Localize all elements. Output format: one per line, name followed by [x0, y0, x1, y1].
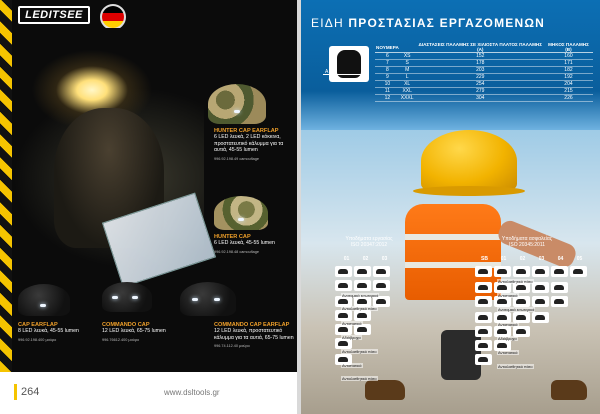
- header-band: [301, 0, 600, 130]
- product-hunter-cap-earflap: [214, 128, 296, 162]
- shoe-icon: [475, 296, 492, 307]
- table-cell: 160: [544, 53, 593, 60]
- shoe-icon: [354, 310, 371, 321]
- col-label: 01: [500, 256, 507, 262]
- shoe-feature-label: Αντιολισθητικό πάτο: [342, 349, 377, 354]
- product-code: 996.92.198.49 camouflage: [214, 156, 259, 161]
- hunter-cap-earflap-image: [208, 84, 266, 124]
- product-commando-cap-earflap: [214, 322, 296, 350]
- shoe-feature-label: Αδιάβροχα: [498, 336, 517, 341]
- product-code: 996.76612.400 μαύρο: [102, 337, 140, 342]
- width-arrow-label: A: [325, 69, 329, 75]
- shoe-icon: [532, 296, 549, 307]
- shoe-icon: [475, 266, 492, 277]
- table-cell: 192: [544, 74, 593, 81]
- shoe-feature-label: Ανατομικά εσωτερικά: [498, 307, 535, 312]
- table-cell: 304: [417, 95, 544, 102]
- germany-flag-icon: [100, 4, 126, 30]
- shoe-icon-row: [475, 296, 568, 307]
- table-row: [375, 81, 593, 88]
- table-cell: 171: [544, 60, 593, 67]
- shoe-icon-row: [335, 266, 390, 277]
- table-cell: 6: [375, 53, 400, 60]
- safety-shoe-columns: [475, 256, 589, 262]
- shoe-feature-label: Αδιάβροχα: [342, 335, 361, 340]
- shoe-icon-row: [475, 266, 587, 277]
- product-cap-earflap: [18, 322, 98, 343]
- product-title: COMMANDO CAP EARFLAP: [214, 322, 290, 328]
- product-desc: 12 LED λευκά, 65-75 lumen: [102, 328, 166, 335]
- shoe-icon: [354, 266, 371, 277]
- shoe-feature-label: Ανατομικά εσωτερικά: [342, 293, 379, 298]
- standard-line1: Υποδήματα ασφαλείας: [501, 236, 553, 242]
- shoe-icon: [335, 280, 352, 291]
- shoe-icon: [335, 310, 352, 321]
- product-commando-cap: [102, 322, 180, 343]
- table-cell: 215: [544, 88, 593, 95]
- shoe-feature-label: Αντιστατικά: [342, 321, 362, 326]
- col-label: 04: [557, 256, 564, 262]
- product-code: 996.92.198.48 camouflage: [214, 249, 259, 254]
- shoe-icon: [513, 266, 530, 277]
- table-row: [375, 88, 593, 95]
- col-label: SB: [481, 256, 488, 262]
- page-number: 264: [14, 384, 54, 400]
- worker-photo: [14, 28, 204, 268]
- table-cell: 8: [375, 67, 400, 74]
- shoe-icon: [475, 312, 492, 323]
- product-desc: 6 LED λευκά, 2 LED κόκκινα, προστατευτικό κάλυμμα για τα αυτιά, 45-55 lumen: [214, 134, 284, 154]
- shoe-icon-row: [335, 310, 371, 321]
- shoe-feature-label: Αντιολισθητικό πάτο: [342, 306, 377, 311]
- commando-cap-image: [102, 282, 152, 312]
- commando-cap-earflap-image: [180, 282, 236, 316]
- col-header: [400, 42, 415, 53]
- hard-hat-image: [421, 130, 517, 192]
- table-cell: XL: [400, 81, 415, 88]
- title-light: ΕΙΔΗ: [311, 16, 344, 30]
- table-cell: 182: [544, 67, 593, 74]
- shoe-feature-label: Αντιολισθητικό πάτο: [498, 279, 533, 284]
- col-label: 05: [576, 256, 583, 262]
- table-cell: S: [400, 60, 415, 67]
- standard-line1: Υποδήματα εργασίας: [345, 236, 393, 242]
- col-label: 02: [362, 256, 369, 262]
- shoe-icon: [475, 282, 492, 293]
- table-cell: 7: [375, 60, 400, 67]
- shoe-icon: [335, 266, 352, 277]
- table-cell: 254: [417, 81, 544, 88]
- glove-size-table: [375, 42, 593, 102]
- product-title: HUNTER CAP: [214, 234, 251, 240]
- shoe-icon: [475, 326, 492, 337]
- shoe-icon: [532, 282, 549, 293]
- table-cell: 10: [375, 81, 400, 88]
- col-label: 03: [381, 256, 388, 262]
- cap-earflap-image: [18, 284, 70, 316]
- product-hunter-cap: [214, 234, 296, 255]
- shoe-feature-label: Αντιστατικά: [342, 363, 362, 368]
- shoe-icon-row: [475, 354, 492, 365]
- col-header: ΜΗΚΟΣ ΠΑΛΑΜΗΣ (B): [544, 42, 593, 53]
- shoe-feature-label: Αντιστατικά: [498, 322, 518, 327]
- table-cell: 204: [544, 81, 593, 88]
- table-cell: XXXL: [400, 95, 414, 101]
- shoe-icon: [551, 282, 568, 293]
- shoe-icon: [551, 266, 568, 277]
- standard-line2: ISO 20345:2011: [508, 242, 546, 248]
- title-bold: ΠΡΟΣΤΑΣΙΑΣ ΕΡΓΑΖΟΜΕΝΩΝ: [348, 16, 546, 30]
- col-header: ΝΟΥΜΕΡΑ: [375, 42, 400, 53]
- product-title: CAP EARFLAP: [18, 322, 58, 328]
- table-cell: M: [400, 67, 415, 74]
- product-desc: 6 LED λευκά, 45-55 lumen: [214, 240, 275, 247]
- col-header: ΔΙΑΣΤΑΣΕΙΣ ΠΑΛΑΜΗΣ ΣΕ ΧΙΛΙΟΣΤΑ ΠΛΑΤΟΣ ΠΑΛΑΜΗΣ (A): [418, 42, 542, 52]
- width-arrow: [323, 74, 369, 75]
- table-cell: 152: [417, 53, 544, 60]
- page-title: [311, 16, 545, 30]
- standard-work-shoes: [329, 236, 409, 248]
- right-page: [301, 0, 600, 414]
- hard-hat-brim: [413, 186, 525, 196]
- table-cell: 12: [375, 95, 400, 102]
- table-cell: 226: [544, 95, 593, 102]
- product-title: COMMANDO CAP: [102, 322, 150, 328]
- standard-safety-shoes: [471, 236, 583, 248]
- table-row: [375, 60, 593, 67]
- shoe-icon: [475, 340, 492, 351]
- table-cell: 203: [417, 67, 544, 74]
- shoe-feature-label: Αντιολισθητικό πάτο: [342, 376, 377, 381]
- shoe-feature-label: Αντιστατικά: [498, 293, 518, 298]
- hunter-cap-image: [214, 196, 268, 230]
- product-code: 996.74.112.40 μαύρο: [214, 344, 250, 349]
- shoe-icon-row: [335, 280, 390, 291]
- shoe-icon: [532, 266, 549, 277]
- shoe-icon: [551, 296, 568, 307]
- brand-logo: LEDITSEE: [18, 6, 90, 24]
- table-cell: 11: [375, 88, 400, 95]
- table-row: [375, 74, 593, 81]
- product-desc: 8 LED λευκά, 45-55 lumen: [18, 328, 79, 335]
- product-desc: 12 LED λευκά, προστατευτικό κάλυμμα για τα αυτιά, 65-75 lumen: [214, 328, 294, 341]
- left-page: [0, 0, 297, 414]
- product-code: 996.92.198.400 μαύρο: [18, 337, 57, 342]
- shoe-icon: [373, 266, 390, 277]
- table-cell: 9: [375, 74, 400, 81]
- col-label: 02: [519, 256, 526, 262]
- work-shoe-columns: [337, 256, 394, 262]
- shoe-icon: [475, 354, 492, 365]
- hazard-stripe: [0, 0, 12, 372]
- product-title: HUNTER CAP EARFLAP: [214, 128, 279, 134]
- table-row: [375, 67, 593, 74]
- table-cell: 229: [417, 74, 544, 81]
- shoe-icon: [570, 266, 587, 277]
- shoe-feature-label: Αντιολισθητικό πάτο: [498, 364, 533, 369]
- shoe-icon: [532, 312, 549, 323]
- table-cell: 178: [417, 60, 544, 67]
- shoe-icon: [354, 280, 371, 291]
- table-cell: XXL: [400, 88, 415, 95]
- table-row: [375, 95, 593, 102]
- work-boot: [365, 380, 405, 400]
- shoe-icon: [494, 266, 511, 277]
- table-row: [375, 53, 593, 60]
- table-cell: 279: [417, 88, 544, 95]
- col-label: 01: [343, 256, 350, 262]
- glove-diagram: [329, 46, 369, 82]
- website-link[interactable]: www.dsltools.gr: [164, 388, 220, 397]
- standard-line2: ISO 20347:2012: [350, 242, 388, 248]
- table-cell: L: [400, 74, 415, 81]
- shoe-icon: [373, 280, 390, 291]
- table-cell: XS: [400, 53, 415, 60]
- shoe-feature-label: Αντιστατικά: [498, 350, 518, 355]
- work-boot: [551, 380, 587, 400]
- col-label: 03: [538, 256, 545, 262]
